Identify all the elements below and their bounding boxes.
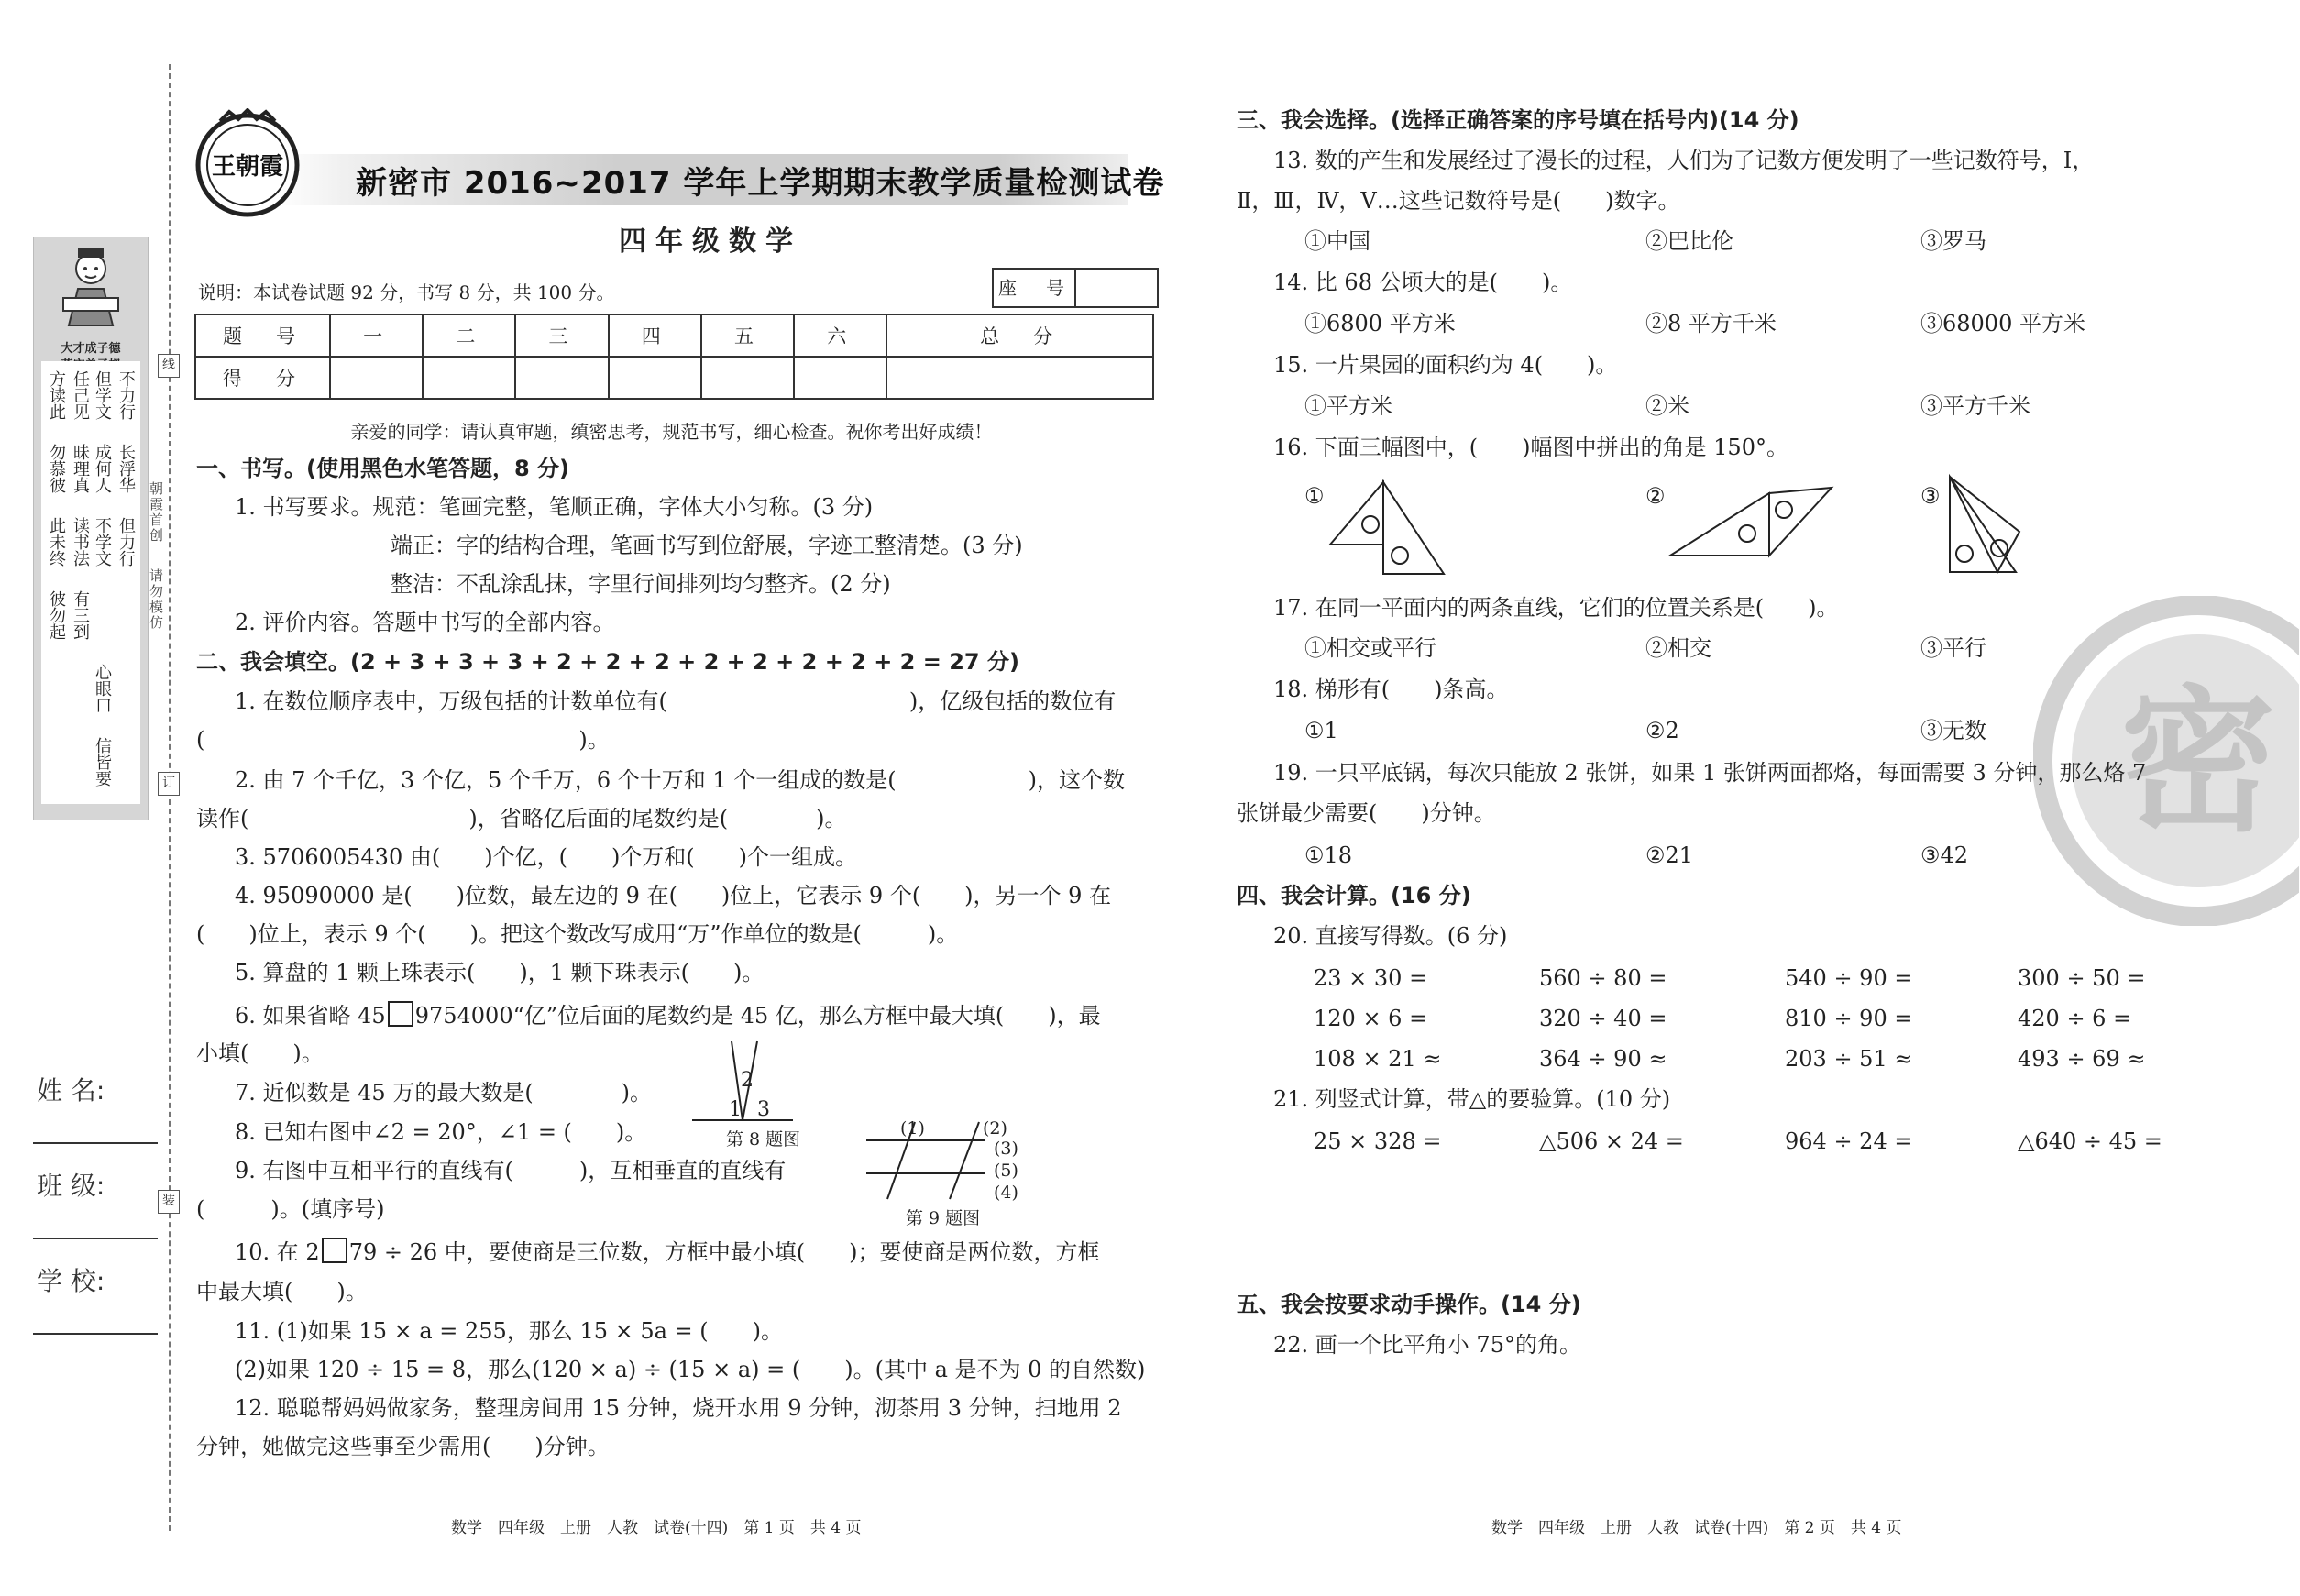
option[interactable]: ③ — [1920, 483, 1941, 509]
question-line: 分钟，她做完这些事至少需用( )分钟。 — [196, 1434, 610, 1459]
copyright-note-1: 朝霞首创 — [148, 481, 164, 544]
question-line: 3. 5706005430 由( )个亿，( )个万和( )个一组成。 — [235, 844, 858, 870]
question-text: 9754000“亿”位后面的尾数约是 45 亿，那么方框中最大填( )，最 — [414, 1003, 1101, 1029]
figure-9-diagram — [862, 1120, 990, 1203]
calc-item: 810 ÷ 90 = — [1785, 1006, 1913, 1031]
option[interactable]: ①6800 平方米 — [1304, 311, 1456, 336]
svg-text:密: 密 — [2119, 672, 2277, 853]
option[interactable]: ①1 — [1304, 718, 1338, 743]
score-input-cell[interactable] — [609, 357, 701, 399]
motto-col: 成何人 — [93, 444, 112, 493]
score-cell: 四 — [609, 314, 701, 357]
motto-col: 昧理真 — [71, 444, 90, 493]
option[interactable]: ②巴比伦 — [1645, 228, 1733, 254]
page-footer: 数学 四年级 上册 人教 试卷(十四) 第 2 页 共 4 页 — [1491, 1519, 1902, 1537]
score-cell: 题 号 — [195, 314, 330, 357]
score-table-header-row — [195, 314, 1153, 357]
school-label: 学 校: — [37, 1266, 105, 1296]
question-line: 2. 由 7 个千亿，3 个亿，5 个千万，6 个十万和 1 个一组成的数是( )，这个数 — [235, 767, 1126, 793]
section-3-title: 三、我会选择。(选择正确答案的序号填在括号内)(14 分) — [1237, 107, 1799, 133]
seal-bind-mark: 订 — [158, 772, 180, 796]
scholar-mascot-icon — [60, 243, 122, 335]
school-field[interactable] — [33, 1333, 158, 1335]
calc-item: 364 ÷ 90 ≈ — [1539, 1046, 1667, 1072]
calc-item: 560 ÷ 80 = — [1539, 965, 1667, 991]
exam-subtitle: 四年级数学 — [619, 226, 802, 258]
question-line: 11. (1)如果 15 × a = 255，那么 15 × 5a = ( )。 — [235, 1318, 784, 1344]
option[interactable]: ②21 — [1645, 842, 1694, 868]
calc-item: △506 × 24 = — [1539, 1128, 1684, 1154]
figure-9-label: (3) — [994, 1139, 1018, 1159]
motto-col: 不学文 — [93, 517, 112, 567]
question-line: Ⅱ，Ⅲ，Ⅳ，Ⅴ…这些记数符号是( )数字。 — [1237, 188, 1680, 214]
score-table-score-row — [195, 357, 1153, 399]
section-1-title: 一、书写。(使用黑色水笔答题，8 分) — [196, 456, 569, 481]
figure-8-caption: 第 8 题图 — [726, 1129, 801, 1150]
option[interactable]: ①18 — [1304, 842, 1353, 868]
motto-col: 方读此 — [47, 370, 66, 420]
figure-9-label: (1) — [900, 1118, 925, 1139]
triangle-figure-3 — [1946, 473, 2047, 578]
calc-item: 108 × 21 ≈ — [1314, 1046, 1442, 1072]
exam-note: 说明：本试卷试题 92 分，书写 8 分，共 100 分。 — [198, 281, 615, 303]
question-line: 21. 列竖式计算，带△的要验算。(10 分) — [1273, 1086, 1671, 1112]
calc-item: 300 ÷ 50 = — [2018, 965, 2146, 991]
seat-number-label: 座 号 — [994, 270, 1076, 306]
calc-item: 540 ÷ 90 = — [1785, 965, 1913, 991]
calc-item: 964 ÷ 24 = — [1785, 1128, 1913, 1154]
question-text: 10. 在 2 — [235, 1239, 320, 1265]
score-cell: 得 分 — [195, 357, 330, 399]
motto-col: 不力行 — [116, 370, 136, 420]
seal-line-mark: 线 — [158, 354, 180, 378]
exam-title: 新密市 2016~2017 学年上学期期末教学质量检测试卷 — [356, 165, 1165, 202]
blank-box[interactable] — [322, 1238, 347, 1263]
calc-item: △640 ÷ 45 = — [2018, 1128, 2162, 1154]
score-cell: 五 — [701, 314, 794, 357]
calc-item: 23 × 30 = — [1314, 965, 1428, 991]
question-line: 15. 一片果园的面积约为 4( )。 — [1273, 352, 1618, 378]
option[interactable]: ①平方米 — [1304, 393, 1392, 419]
section-4-title: 四、我会计算。(16 分) — [1237, 883, 1471, 908]
section-5-title: 五、我会按要求动手操作。(14 分) — [1237, 1292, 1581, 1317]
option[interactable]: ②米 — [1645, 393, 1689, 419]
question-line: 9. 右图中互相平行的直线有( )，互相垂直的直线有 — [235, 1158, 787, 1183]
question-line: 4. 95090000 是( )位数，最左边的 9 在( )位上，它表示 9 个( )，另一个 9 在 — [235, 883, 1112, 908]
triangle-figure-2 — [1667, 479, 1841, 561]
score-input-cell[interactable] — [886, 357, 1153, 399]
question-line: 14. 比 68 公顷大的是( )。 — [1273, 270, 1573, 295]
option[interactable]: ③无数 — [1920, 718, 1986, 743]
question-line — [235, 1001, 1101, 1029]
question-line: 1. 书写要求。规范：笔画完整，笔顺正确，字体大小匀称。(3 分) — [235, 494, 874, 520]
question-line: (2)如果 120 ÷ 15 = 8，那么(120 × a) ÷ (15 × a) = ( )。(其中 a 是不为 0 的自然数) — [235, 1357, 1146, 1382]
question-line: 22. 画一个比平角小 75°的角。 — [1273, 1332, 1581, 1358]
question-line — [235, 1238, 1100, 1266]
calc-item: 120 × 6 = — [1314, 1006, 1428, 1031]
score-cell: 二 — [423, 314, 515, 357]
question-line: 中最大填( )。 — [196, 1279, 368, 1304]
exam-page-2 — [1150, 0, 2300, 1596]
figure-8-label: 1 — [729, 1098, 742, 1121]
question-line: ( )。(填序号) — [196, 1196, 385, 1222]
motto-col: 长浮华 — [116, 444, 136, 493]
score-cell: 总 分 — [886, 314, 1153, 357]
question-line: 张饼最少需要( )分钟。 — [1237, 800, 1496, 826]
motto-caption-1: 大才成子德 — [61, 342, 121, 356]
calc-item: 25 × 328 = — [1314, 1128, 1442, 1154]
score-cell: 一 — [330, 314, 423, 357]
calc-item: 420 ÷ 6 = — [2018, 1006, 2132, 1031]
class-field[interactable] — [33, 1238, 158, 1239]
option[interactable]: ②2 — [1645, 718, 1679, 743]
question-text: 6. 如果省略 45 — [235, 1003, 386, 1029]
motto-col: 有三到 — [71, 590, 90, 640]
motto-col: 信皆要 — [93, 737, 112, 787]
question-line: 2. 评价内容。答题中书写的全部内容。 — [235, 610, 615, 635]
name-field[interactable] — [33, 1142, 158, 1144]
option[interactable]: ②8 平方千米 — [1645, 311, 1777, 336]
question-line: 读作( )，省略亿后面的尾数约是( )。 — [196, 806, 847, 831]
greeting: 亲爱的同学：请认真审题，缜密思考，规范书写，细心检查。祝你考出好成绩！ — [350, 421, 993, 443]
option[interactable]: ③68000 平方米 — [1920, 311, 2085, 336]
question-line: 19. 一只平底锅，每次只能放 2 张饼，如果 1 张饼两面都烙，每面需要 3 分钟，那么烙 7 — [1273, 760, 2147, 786]
figure-9-caption: 第 9 题图 — [906, 1208, 981, 1228]
option[interactable]: ① — [1304, 483, 1325, 509]
figure-9-label: (2) — [983, 1118, 1007, 1139]
name-label: 姓 名: — [37, 1075, 105, 1106]
motto-panel — [33, 237, 149, 820]
calc-item: 320 ÷ 40 = — [1539, 1006, 1667, 1031]
calc-item: 203 ÷ 51 ≈ — [1785, 1046, 1913, 1072]
score-input-cell[interactable] — [515, 357, 608, 399]
figure-8-label: 3 — [757, 1098, 770, 1121]
option[interactable]: ③平方千米 — [1920, 393, 2030, 419]
figure-8-label: 2 — [741, 1069, 754, 1092]
question-line: ( )。 — [196, 727, 610, 753]
option[interactable]: ② — [1645, 483, 1666, 509]
page-footer: 数学 四年级 上册 人教 试卷(十四) 第 1 页 共 4 页 — [451, 1519, 862, 1537]
section-2-title: 二、我会填空。(2 + 3 + 3 + 3 + 2 + 2 + 2 + 2 + 2 + 2 + 2 + 2 = 27 分) — [196, 649, 1019, 675]
score-input-cell[interactable] — [701, 357, 794, 399]
question-line: 20. 直接写得数。(6 分) — [1273, 923, 1508, 949]
figure-9-label: (4) — [994, 1183, 1018, 1203]
logo-text: 王朝霞 — [211, 153, 284, 181]
publisher-logo — [193, 108, 303, 218]
score-table — [194, 314, 1154, 400]
figure-9-label: (5) — [994, 1161, 1018, 1181]
question-line: 整洁：不乱涂乱抹，字里行间排列均匀整齐。(2 分) — [391, 571, 891, 597]
motto-col: 心眼口 — [93, 664, 112, 713]
question-line: 5. 算盘的 1 颗上珠表示( )，1 颗下珠表示( )。 — [235, 960, 765, 985]
option[interactable]: ③罗马 — [1920, 228, 1986, 254]
option[interactable]: ③平行 — [1920, 635, 1986, 661]
score-input-cell[interactable] — [794, 357, 886, 399]
calc-item: 493 ÷ 69 ≈ — [2018, 1046, 2146, 1072]
seal-pack-mark: 装 — [158, 1190, 180, 1214]
question-line: 17. 在同一平面内的两条直线，它们的位置关系是( )。 — [1273, 595, 1839, 621]
motto-col: 此未终 — [47, 517, 66, 567]
option[interactable]: ③42 — [1920, 842, 1969, 868]
score-input-cell[interactable] — [423, 357, 515, 399]
question-line: 12. 聪聪帮妈妈做家务，整理房间用 15 分钟，烧开水用 9 分钟，沏茶用 3 分钟，扫地用 2 — [235, 1395, 1122, 1421]
question-line: 7. 近似数是 45 万的最大数是( )。 — [235, 1080, 653, 1106]
motto-col: 任己见 — [71, 370, 90, 420]
copyright-note-2: 请勿模仿 — [148, 568, 164, 631]
question-line: 小填( )。 — [196, 1040, 324, 1066]
motto-col: 彼勿起 — [47, 590, 66, 640]
question-line: 18. 梯形有( )条高。 — [1273, 677, 1509, 702]
score-cell: 六 — [794, 314, 886, 357]
question-line: 13. 数的产生和发展经过了漫长的过程，人们为了记数方便发明了一些记数符号，Ⅰ， — [1273, 148, 2095, 173]
question-line: 16. 下面三幅图中，( )幅图中拼出的角是 150°。 — [1273, 435, 1788, 460]
class-label: 班 级: — [37, 1171, 105, 1201]
motto-col: 但学文 — [93, 370, 112, 420]
option[interactable]: ①相交或平行 — [1304, 635, 1436, 661]
binding-dashed-line — [169, 64, 171, 1531]
score-input-cell[interactable] — [330, 357, 423, 399]
seat-number-box[interactable] — [992, 268, 1159, 308]
triangle-figure-1 — [1326, 479, 1464, 578]
option[interactable]: ①中国 — [1304, 228, 1370, 254]
motto-col: 勿慕彼 — [47, 444, 66, 493]
blank-box[interactable] — [388, 1001, 413, 1027]
question-text: 79 ÷ 26 中，要使商是三位数，方框中最小填( )；要使商是两位数，方框 — [348, 1239, 1100, 1265]
motto-col: 但力行 — [116, 517, 136, 567]
motto-col: 读书法 — [71, 517, 90, 567]
question-line: ( )位上，表示 9 个( )。把这个数改写成用“万”作单位的数是( )。 — [196, 921, 959, 947]
question-line: 8. 已知右图中∠2 = 20°，∠1 = ( )。 — [235, 1119, 647, 1145]
score-cell: 三 — [515, 314, 608, 357]
option[interactable]: ②相交 — [1645, 635, 1711, 661]
question-line: 端正：字的结构合理，笔画书写到位舒展，字迹工整清楚。(3 分) — [391, 533, 1023, 558]
question-line: 1. 在数位顺序表中，万级包括的计数单位有( )，亿级包括的数位有 — [235, 688, 1117, 714]
